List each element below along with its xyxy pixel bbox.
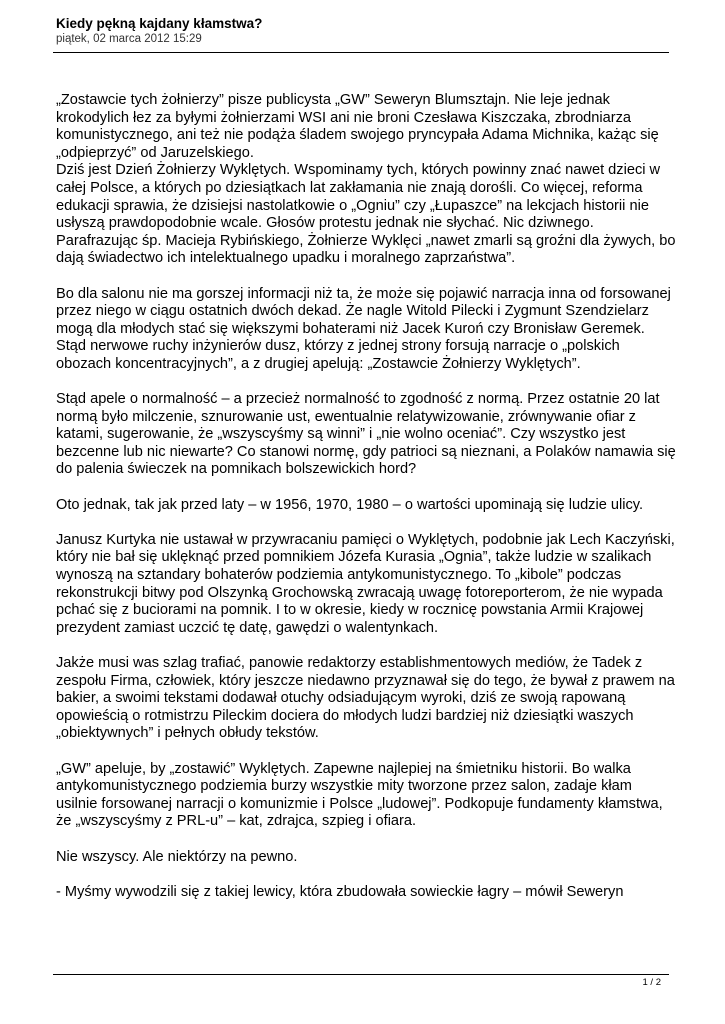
footer-divider [53, 974, 669, 975]
text-line: że „wszyscyśmy z PRL-u” – kat, zdrajca, szpieg i ofiara. [56, 813, 417, 830]
article-paragraph [56, 532, 686, 638]
text-line: prezydent zamiast uczcić tę datę, gawędzi o walentynkach. [56, 619, 439, 636]
document-header [56, 16, 262, 47]
text-line: - Myśmy wywodzili się z takiej lewicy, która zbudowała sowieckie łagry – mówił Seweryn [56, 883, 624, 900]
text-line: Jakże musi was szlag trafiać, panowie redaktorzy establishmentowych mediów, że Tadek z [56, 655, 643, 671]
text-line: dają świadectwo ich intelektualnego upadku i moralnego zaprzaństwa”. [56, 250, 516, 267]
text-line: bakier, a swoimi tekstami dodawał otuchy odsiadującym wyroki, dziś ze swoją rapowaną [56, 690, 626, 707]
text-line: edukacji sprawia, że dzisiejsi nastolatkowie o „Ogniu” czy „Łupaszce” na lekcjach historii nie [56, 197, 649, 214]
text-line: antykomunistycznego podziemia burzy wszystkie mity tworzone przez salon, zadaje kłam [56, 778, 632, 795]
text-line: obozach koncentracyjnych”, a z drugiej apelują: „Zostawcie Żołnierzy Wyklętych”. [56, 355, 581, 372]
text-line: Stąd apele o normalność – a przecież normalność to zgodność z normą. Przez ostatnie 20 lat [56, 391, 660, 408]
text-line: Janusz Kurtyka nie ustawał w przywracaniu pamięci o Wyklętych, podobnie jak Lech Kaczyński, [56, 531, 675, 548]
article-paragraph [56, 92, 686, 268]
text-line: przez niego w ciągu ostatnich dwóch dekad. Że nagle Witold Pilecki i Zygmunt Szendzielarz [56, 303, 649, 320]
article-title: Kiedy pękną kajdany kłamstwa? [56, 16, 263, 31]
text-line: pchać się z buciorami na pomnik. I to w okresie, kiedy w rocznicę powstania Armii Krajowej [56, 602, 644, 619]
text-line: Stąd nerwowe ruchy inżynierów dusz, którzy z jednej strony forsują narracje o „polskich [56, 338, 620, 355]
text-line: „GW” apeluje, by „zostawić” Wyklętych. Zapewne najlepiej na śmietniku historii. Bo walka [56, 760, 631, 777]
text-line: usłyszą prawdopodobnie wcale. Głosów protestu jednak nie słychać. Nic dziwnego. [56, 215, 594, 232]
article-paragraph [56, 849, 686, 867]
text-line: „odpieprzyć” od Jaruzelskiego. [56, 144, 254, 161]
article-body [56, 92, 686, 919]
text-line: usilnie forsowanej narracji o komunizmie i Polsce „ludowej”. Podkopuje fundamenty kłamstwa, [56, 795, 663, 812]
text-line: komunistycznego, ani też nie podąża śladem swojego pryncypała Adama Michnika, każąc się [56, 127, 659, 144]
article-paragraph [56, 761, 686, 831]
text-line: który nie bał się uklęknąć przed pomnikiem Józefa Kurasia „Ognia”, także ludzie w szalikach [56, 549, 652, 566]
text-line: zespołu Firma, człowiek, który jeszcze niedawno przyznawał się do tego, że bywał z prawem na [56, 672, 675, 689]
text-line: Oto jednak, tak jak przed laty – w 1956, 1970, 1980 – o wartości upominają się ludzie ulicy. [56, 496, 644, 513]
article-date: piątek, 02 marca 2012 15:29 [56, 33, 202, 45]
text-line: mogą dla młodych stać się większymi bohaterami niż Jacek Kuroń czy Bronisław Geremek. [56, 320, 645, 337]
text-line: całej Polsce, a których po dziesiątkach lat zakłamania nie znają dorośli. Co więcej, reforma [56, 179, 643, 196]
text-line: Dziś jest Dzień Żołnierzy Wyklętych. Wspominamy tych, których powinny znać nawet dzieci w [56, 162, 661, 179]
text-line: katami, sugerowanie, że „wszyscyśmy są winni” i „nie wolno oceniać”. Czy wszystko jest [56, 426, 626, 443]
text-line: „Zostawcie tych żołnierzy” pisze publicysta „GW” Seweryn Blumsztajn. Nie leje jednak [56, 92, 610, 108]
text-line: Bo dla salonu nie ma gorszej informacji niż ta, że może się pojawić narracja inna od forsowanej [56, 285, 671, 302]
article-paragraph [56, 655, 686, 743]
header-divider [53, 52, 669, 53]
article-paragraph [56, 884, 686, 902]
article-paragraph [56, 286, 686, 374]
text-line: normą było milczenie, sznurowanie ust, ewentualnie relatywizowanie, zrównywanie ofiar z [56, 408, 636, 425]
page-number: 1 / 2 [642, 977, 661, 988]
text-line: wynoszą na sztandary bohaterów podziemia antykomunistycznego. To „kibole” podczas [56, 567, 622, 584]
text-line: bezcenne lub nic niewarte? Co stanowi normę, gdy patrioci są nieznani, a Polaków namawia się [56, 443, 676, 460]
text-line: Parafrazując śp. Macieja Rybińskiego, Żołnierze Wyklęci „nawet zmarli są groźni dla żywych, bo [56, 232, 676, 249]
text-line: krokodylich łez za byłymi żołnierzami WSI ani nie broni Czesława Kiszczaka, zbrodniarza [56, 109, 632, 126]
article-paragraph [56, 391, 686, 479]
text-line: opowieścią o rotmistrzu Pileckim dociera do młodych ludzi bardziej niż dziesiątki waszych [56, 707, 634, 724]
text-line: rekonstrukcji bitwy pod Olszynką Grochowską zwracają uwagę fotoreporterom, że nie wypada [56, 584, 663, 601]
article-paragraph [56, 497, 686, 515]
text-line: Nie wszyscy. Ale niektórzy na pewno. [56, 848, 298, 865]
text-line: do palenia świeczek na pomnikach bolszewickich hord? [56, 461, 417, 478]
text-line: „obiektywnych” i pełnych obłudy tekstów. [56, 725, 319, 742]
